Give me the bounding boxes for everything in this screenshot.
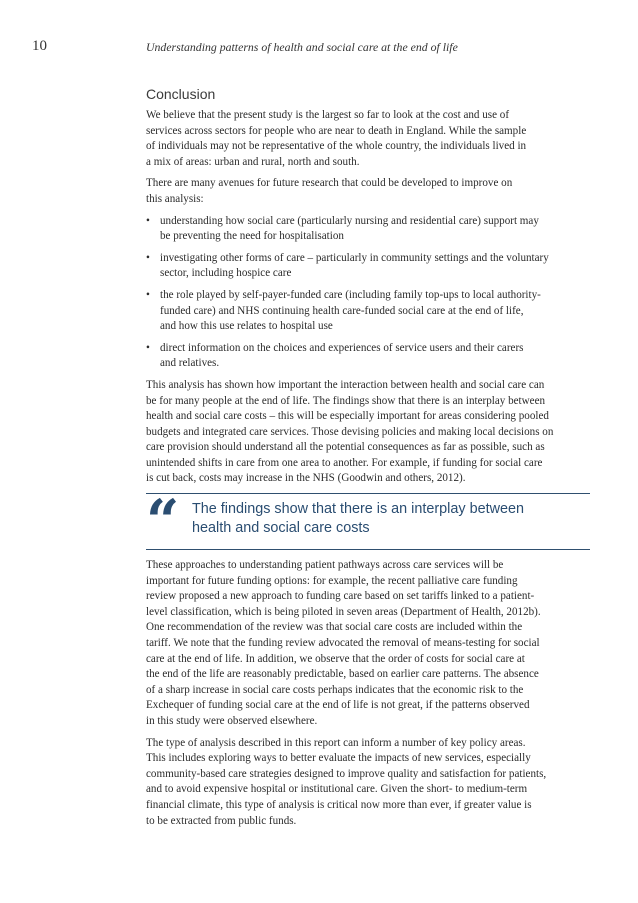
list-item: [146, 288, 590, 335]
quote-mark-icon: “: [146, 487, 180, 556]
list-item-text: understanding how social care (particularly nursing and residential care) support may be preventing the need for hospitalisation: [160, 214, 539, 243]
list-item: [146, 251, 590, 282]
pull-quote-text: The findings show that there is an interplay between health and social care costs: [192, 501, 524, 537]
bullet-icon: •: [146, 214, 150, 227]
list-item: [146, 341, 590, 372]
bullet-icon: •: [146, 251, 150, 264]
paragraph-interaction: This analysis has shown how important the interaction between health and social care can be for many people at the end of life. The findings show that there is an interplay between health and social care costs – this will be especially important for areas considering pooled budgets and integrated care services. Those devising policies and making local decisions on care provision should understand all the potential consequences as far as possible, such as unintended shifts in care from one area to another. For example, if funding for social care is cut back, costs may increase in the NHS (Goodwin and others, 2012).: [146, 378, 554, 485]
list-item: [146, 214, 590, 245]
paragraph-policy: The type of analysis described in this report can inform a number of key policy areas. This includes exploring ways to better evaluate the impacts of new services, especially community-based care strategies designed to improve quality and satisfaction for patients, and to avoid expensive hospital or institutional care. Given the short- to medium-term financial climate, this type of analysis is critical now more than ever, if greater value is to be extracted from public funds.: [146, 736, 547, 827]
running-header: Understanding patterns of health and social care at the end of life: [146, 40, 458, 54]
list-item-text: direct information on the choices and experiences of service users and their carers and relatives.: [160, 341, 524, 370]
section-heading: Conclusion: [146, 86, 216, 102]
paragraph-research-avenues: There are many avenues for future research that could be developed to improve on this analysis:: [146, 177, 513, 205]
main-content: [146, 86, 590, 835]
list-item-text: investigating other forms of care – particularly in community settings and the voluntary sector, including hospice care: [160, 251, 549, 280]
research-list: [146, 214, 590, 372]
list-item-text: the role played by self-payer-funded care (including family top-ups to local authority- funded care) and NHS continuing health care-funded social care at the end of life, and how this use relates to hospital use: [160, 288, 541, 333]
paragraph-funding: These approaches to understanding patient pathways across care services will be important for future funding options: for example, the recent palliative care funding review proposed a new approach to funding care based on set tariffs linked to a patient- level classification, which is being piloted in seven areas (Department of Health, 2012b). One recommendation of the review was that social care costs are included within the tariff. We note that the funding review advocated the removal of means-testing for social care at the end of life. In addition, we observe that the order of costs for social care at the end of the life are reasonably predictable, based on earlier care patterns. The absence of a sharp increase in social care costs perhaps indicates that the economic risk to the Exchequer of funding social care at the end of life is not great, if the patterns observed in this study were observed elsewhere.: [146, 559, 541, 727]
pull-quote: [146, 487, 590, 556]
paragraph-intro: We believe that the present study is the largest so far to look at the cost and use of services across sectors for people who are near to death in England. While the sample of individuals may not be representative of the whole country, the individuals lived in a mix of areas: urban and rural, north and south.: [146, 109, 527, 168]
bullet-icon: •: [146, 288, 150, 301]
page-number: 10: [32, 38, 47, 54]
bullet-icon: •: [146, 341, 150, 354]
